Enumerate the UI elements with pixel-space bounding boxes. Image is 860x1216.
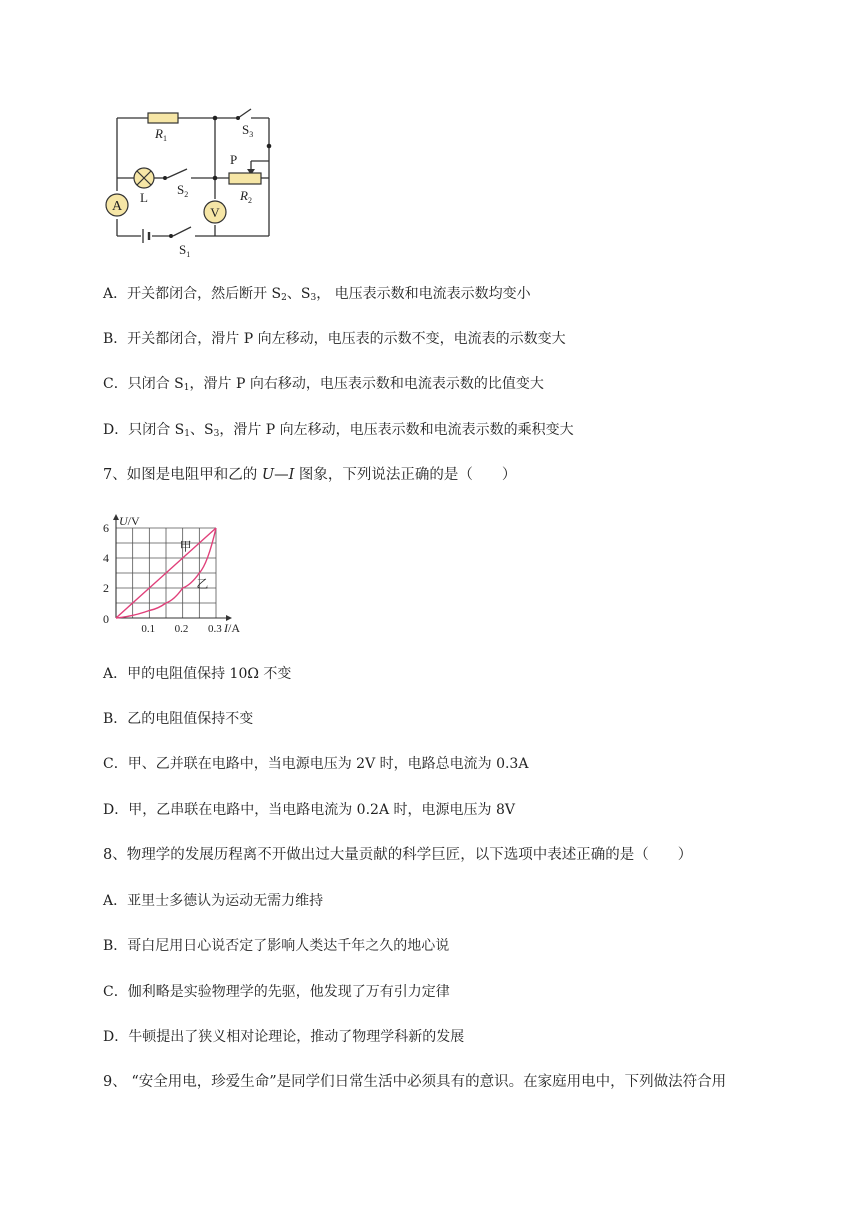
q6-option-a: A．开关都闭合，然后断开 $S_2$、$S_3$， 电压表示数和电流表示数均变小	[103, 286, 531, 303]
series-label-yi: 乙	[196, 577, 209, 591]
s1-label: S	[179, 242, 187, 257]
s1-sub: 1	[186, 250, 191, 259]
ammeter-label: A	[111, 199, 123, 214]
q8-option-b: B．哥白尼用日心说否定了影响人类达千年之久的地心说	[103, 938, 450, 954]
s2-sub: 2	[184, 190, 189, 199]
x-tick-label: 0.3	[208, 623, 222, 635]
r2-sub: 2	[247, 196, 252, 205]
series-label-jia: 甲	[179, 539, 192, 554]
q8-stem: 8、物理学的发展历程离不开做出过大量贡献的科学巨匠，以下选项中表述正确的是（ ）	[103, 847, 693, 863]
origin-label: 0	[103, 612, 109, 626]
q6-option-c: C．只闭合 $S_1$，滑片 P 向右移动，电压表示数和电流表示数的比值变大	[103, 376, 544, 393]
q7-stem: 7、如图是电阻甲和乙的 U—I 图象，下列说法正确的是（ ）	[103, 467, 517, 483]
r1-sub: 1	[162, 134, 167, 143]
q9-stem: 9、 “安全用电，珍爱生命”是同学们日常生活中必须具有的意识。在家庭用电中，下列做法符合用	[103, 1074, 727, 1090]
circuit-diagram	[103, 102, 283, 262]
q8-option-a: A．亚里士多德认为运动无需力维持	[103, 893, 324, 909]
r1-label: R	[155, 126, 163, 141]
q7-option-d: D．甲，乙串联在电路中，当电路电流为 0.2A 时，电源电压为 8V	[103, 802, 515, 818]
x-axis-label: I/A	[224, 621, 240, 635]
svg-text:S2	[177, 182, 188, 199]
lamp-l-label: L	[140, 190, 148, 205]
ui-graph	[100, 508, 260, 640]
y-tick-label: 4	[103, 551, 109, 565]
q7-option-c: C．甲、乙并联在电路中，当电源电压为 2V 时，电路总电流为 0.3A	[103, 756, 529, 772]
resistor-r1	[148, 113, 178, 123]
svg-text:S3	[242, 122, 253, 139]
s3-label: S	[242, 122, 250, 137]
svg-text:S1	[179, 242, 190, 259]
q6-option-d: D．只闭合 $S_1$、$S_3$，滑片 P 向左移动，电压表示数和电流表示数的乘积变大	[103, 422, 574, 439]
ammeter-icon	[106, 194, 128, 216]
q8-option-c: C．伽利略是实验物理学的先驱，他发现了万有引力定律	[103, 984, 450, 1000]
q8-option-d: D．牛顿提出了狭义相对论理论，推动了物理学科新的发展	[103, 1029, 465, 1045]
y-tick-label: 2	[103, 581, 109, 595]
y-axis-label: U/V	[119, 514, 140, 528]
q6-option-b: B．开关都闭合，滑片 P 向左移动，电压表的示数不变，电流表的示数变大	[103, 331, 566, 347]
r2-label: R	[240, 188, 248, 203]
x-tick-label: 0.2	[174, 623, 189, 635]
svg-text:R1	[154, 126, 167, 143]
rheostat-r2	[229, 173, 261, 184]
x-tick-label: 0.1	[141, 623, 156, 635]
s2-label: S	[177, 182, 185, 197]
voltmeter-label: V	[210, 205, 220, 220]
q7-option-b: B．乙的电阻值保持不变	[103, 711, 254, 727]
slider-p-label: P	[230, 152, 238, 167]
q7-option-a: A．甲的电阻值保持 10Ω 不变	[103, 666, 292, 682]
y-tick-label: 6	[103, 521, 109, 535]
voltmeter-icon	[204, 201, 226, 223]
s3-sub: 3	[249, 130, 254, 139]
lamp-icon	[134, 168, 154, 188]
svg-text:R2	[239, 188, 252, 205]
